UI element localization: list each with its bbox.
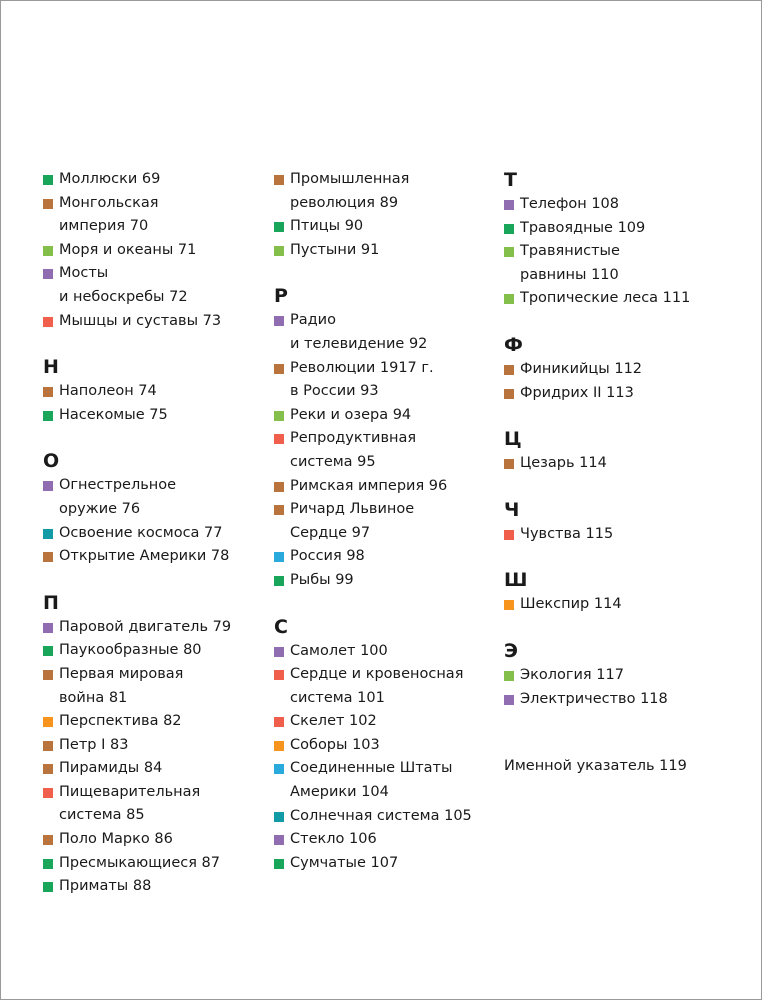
index-entry-label: Экология 117 xyxy=(520,666,624,683)
index-entry-label: Насекомые 75 xyxy=(59,406,168,423)
category-square-icon xyxy=(43,481,53,491)
index-entry xyxy=(274,475,489,499)
index-entry-label: Пищеварительная система 85 xyxy=(59,783,201,824)
index-entry xyxy=(274,757,489,804)
category-square-icon xyxy=(274,576,284,586)
category-square-icon xyxy=(274,505,284,515)
index-entry-label: Монгольская империя 70 xyxy=(59,194,159,235)
category-square-icon xyxy=(43,859,53,869)
index-entry xyxy=(274,404,489,428)
index-entry-label: Революции 1917 г. в России 93 xyxy=(290,359,434,400)
index-entry xyxy=(43,168,258,192)
category-square-icon xyxy=(43,552,53,562)
index-entry-label: Мышцы и суставы 73 xyxy=(59,312,222,329)
index-entry xyxy=(504,452,754,476)
category-square-icon xyxy=(504,365,514,375)
index-entry xyxy=(43,310,258,334)
index-entry xyxy=(43,757,258,781)
index-entry xyxy=(43,828,258,852)
name-index-entry: Именной указатель 119 xyxy=(504,758,687,775)
category-square-icon xyxy=(504,389,514,399)
index-entry-label: Пустыни 91 xyxy=(290,241,380,258)
category-square-icon xyxy=(274,434,284,444)
index-entry-label: Финикийцы 112 xyxy=(520,360,643,377)
index-entry-label: Поло Марко 86 xyxy=(59,831,173,848)
category-square-icon xyxy=(43,741,53,751)
index-entry-label: Римская империя 96 xyxy=(290,477,448,494)
index-entry-label: Паукообразные 80 xyxy=(59,642,202,659)
category-square-icon xyxy=(43,199,53,209)
index-entry-label: Первая мировая война 81 xyxy=(59,665,184,706)
index-entry xyxy=(43,616,258,640)
index-entry xyxy=(43,239,258,263)
index-entry xyxy=(274,663,489,710)
category-square-icon xyxy=(504,459,514,469)
index-entry xyxy=(504,688,754,712)
category-square-icon xyxy=(43,882,53,892)
index-entry-label: Сердце и кровеносная система 101 xyxy=(290,666,464,706)
index-entry xyxy=(43,781,258,828)
index-entry-label: Освоение космоса 77 xyxy=(59,524,223,541)
index-entry-label: Реки и озера 94 xyxy=(290,406,412,423)
index-entry-label: Солнечная система 105 xyxy=(290,807,472,824)
index-entry xyxy=(274,309,489,356)
category-square-icon xyxy=(43,670,53,680)
index-entry xyxy=(274,640,489,664)
category-square-icon xyxy=(504,530,514,540)
index-entry xyxy=(274,828,489,852)
category-square-icon xyxy=(504,200,514,210)
index-entry xyxy=(274,215,489,239)
category-square-icon xyxy=(274,364,284,374)
index-entry-label: Репродуктивная система 95 xyxy=(290,430,417,470)
index-entry-label: Рыбы 99 xyxy=(290,571,354,588)
category-square-icon xyxy=(274,741,284,751)
category-square-icon xyxy=(274,647,284,657)
index-entry xyxy=(274,545,489,569)
index-column-2 xyxy=(274,168,489,875)
section-letter-heading: Э xyxy=(504,639,518,662)
index-entry-label: Огнестрельное оружие 76 xyxy=(59,477,177,517)
category-square-icon xyxy=(43,835,53,845)
category-square-icon xyxy=(274,764,284,774)
index-entry-label: Скелет 102 xyxy=(290,713,377,730)
index-entry xyxy=(274,734,489,758)
index-entry-label: Чувства 115 xyxy=(520,525,614,542)
section-letter-heading: Т xyxy=(504,169,517,191)
index-entry-label: Перспектива 82 xyxy=(59,713,182,730)
category-square-icon xyxy=(43,764,53,774)
category-square-icon xyxy=(43,788,53,798)
index-entry-label: Промышленная революция 89 xyxy=(290,171,410,211)
section-letter-heading: С xyxy=(274,615,288,638)
category-square-icon xyxy=(43,717,53,727)
index-entry-label: Тропические леса 111 xyxy=(520,290,691,307)
index-entry xyxy=(274,168,489,215)
index-entry xyxy=(504,358,754,382)
category-square-icon xyxy=(43,246,53,256)
category-square-icon xyxy=(504,224,514,234)
section-letter-heading: Ш xyxy=(504,569,528,592)
index-column-3 xyxy=(504,168,754,779)
section-letter-heading: Ч xyxy=(504,498,520,521)
index-entry xyxy=(43,522,258,546)
index-entry xyxy=(274,569,489,593)
index-entry xyxy=(504,217,754,241)
index-entry-label: Россия 98 xyxy=(290,548,365,565)
index-entry xyxy=(504,193,754,217)
category-square-icon xyxy=(274,717,284,727)
index-entry-label: Ричард Львиное Сердце 97 xyxy=(290,501,415,541)
category-square-icon xyxy=(504,294,514,304)
index-entry xyxy=(274,805,489,829)
index-entry-label: Приматы 88 xyxy=(59,878,152,895)
category-square-icon xyxy=(274,812,284,822)
section-letter-heading: Р xyxy=(274,285,288,308)
index-entry-label: Птицы 90 xyxy=(290,218,364,235)
index-entry-label: Моллюски 69 xyxy=(59,171,161,187)
index-column-1 xyxy=(43,168,258,899)
index-entry-label: Травянистые равнины 110 xyxy=(520,243,620,283)
index-entry-label: Паровой двигатель 79 xyxy=(59,618,232,635)
section-letter-heading: О xyxy=(43,450,60,473)
index-entry xyxy=(274,357,489,404)
index-entry xyxy=(274,498,489,545)
section-letter-heading: Ц xyxy=(504,428,522,451)
index-entry xyxy=(43,545,258,569)
index-entry xyxy=(504,240,754,287)
index-entry xyxy=(43,474,258,521)
category-square-icon xyxy=(274,859,284,869)
category-square-icon xyxy=(43,317,53,327)
index-entry xyxy=(43,852,258,876)
section-letter-heading: П xyxy=(43,591,59,614)
category-square-icon xyxy=(504,671,514,681)
index-entry-label: Стекло 106 xyxy=(290,831,377,848)
index-entry-label: Наполеон 74 xyxy=(59,383,157,400)
category-square-icon xyxy=(43,387,53,397)
category-square-icon xyxy=(274,411,284,421)
category-square-icon xyxy=(274,246,284,256)
category-square-icon xyxy=(274,316,284,326)
category-square-icon xyxy=(274,552,284,562)
category-square-icon xyxy=(43,411,53,421)
index-entry-label: Соборы 103 xyxy=(290,736,380,753)
category-square-icon xyxy=(274,175,284,185)
index-entry xyxy=(43,875,258,899)
index-entry-label: Петр I 83 xyxy=(59,736,129,753)
index-entry xyxy=(43,663,258,710)
category-square-icon xyxy=(504,600,514,610)
category-square-icon xyxy=(274,670,284,680)
index-entry xyxy=(43,734,258,758)
index-entry xyxy=(43,192,258,239)
index-entry xyxy=(43,639,258,663)
index-entry-label: Сумчатые 107 xyxy=(290,854,399,871)
index-entry xyxy=(43,404,258,428)
index-entry xyxy=(274,239,489,263)
index-entry-label: Телефон 108 xyxy=(520,196,620,212)
index-entry-label: Пресмыкающиеся 87 xyxy=(59,854,220,871)
index-entry-label: Пирамиды 84 xyxy=(59,760,163,777)
category-square-icon xyxy=(274,222,284,232)
category-square-icon xyxy=(43,623,53,633)
index-entry-label: Шекспир 114 xyxy=(520,596,622,613)
category-square-icon xyxy=(274,482,284,492)
index-entry-label: Травоядные 109 xyxy=(520,219,646,236)
index-entry-label: Электричество 118 xyxy=(520,690,668,707)
category-square-icon xyxy=(43,175,53,185)
category-square-icon xyxy=(274,835,284,845)
section-letter-heading: Н xyxy=(43,356,59,379)
category-square-icon xyxy=(43,269,53,279)
index-entry xyxy=(504,523,754,547)
index-entry xyxy=(274,710,489,734)
index-entry-label: Открытие Америки 78 xyxy=(59,548,230,565)
category-square-icon xyxy=(43,646,53,656)
index-entry xyxy=(504,382,754,406)
index-entry-label: Цезарь 114 xyxy=(520,455,607,472)
index-entry xyxy=(43,380,258,404)
section-letter-heading: Ф xyxy=(504,333,523,356)
category-square-icon xyxy=(43,529,53,539)
index-entry-label: Моря и океаны 71 xyxy=(59,241,197,258)
category-square-icon xyxy=(504,695,514,705)
index-entry-label: Соединенные Штаты Америки 104 xyxy=(290,760,453,801)
index-entry-label: Фридрих II 113 xyxy=(520,384,634,401)
index-entry xyxy=(43,710,258,734)
index-entry xyxy=(43,262,258,309)
index-entry xyxy=(274,427,489,474)
index-entry xyxy=(504,593,754,617)
index-entry-label: Самолет 100 xyxy=(290,642,388,659)
index-entry-label: Радио и телевидение 92 xyxy=(290,312,428,352)
index-entry xyxy=(274,852,489,876)
index-entry-label: Мосты и небоскребы 72 xyxy=(59,265,188,305)
category-square-icon xyxy=(504,247,514,257)
index-entry xyxy=(504,664,754,688)
index-entry xyxy=(504,287,754,311)
